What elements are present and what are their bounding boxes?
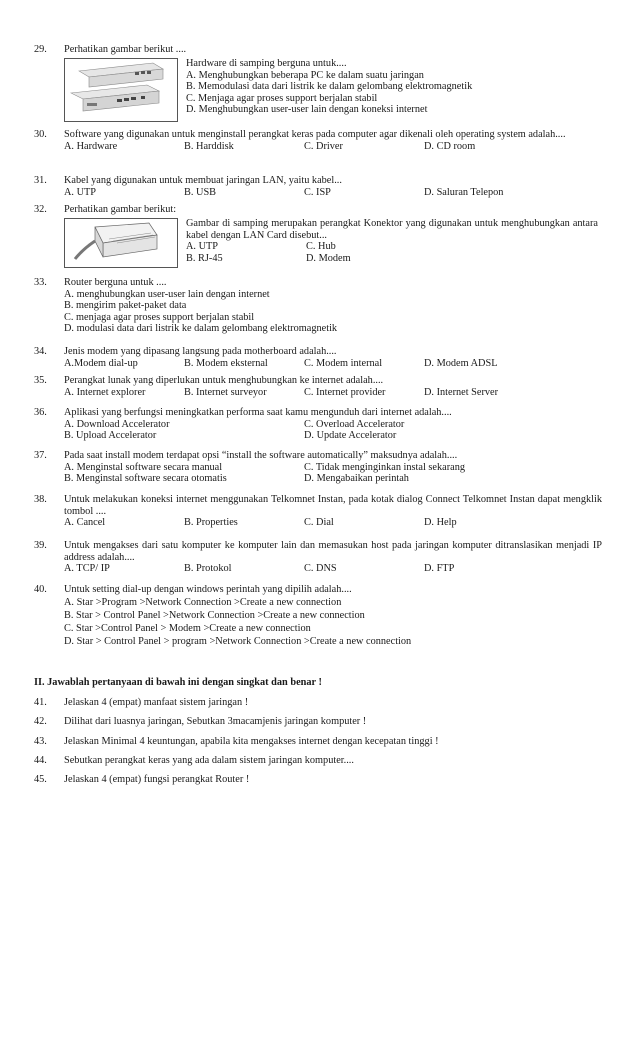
option-a: A. Internet explorer bbox=[64, 386, 146, 398]
question-number: 37. bbox=[34, 450, 47, 461]
option-d: D. Menghubungkan user-user lain dengan koneksi internet bbox=[186, 104, 428, 116]
question-text: Jelaskan Minimal 4 keuntungan, apabila kita mengakses internet dengan kecepatan tinggi ! bbox=[64, 736, 439, 747]
question-text: Jelaskan 4 (empat) fungsi perangkat Router ! bbox=[64, 774, 250, 785]
option-b: B. Memodulasi data dari listrik ke dalam gelombang elektromagnetik bbox=[186, 81, 473, 93]
question-stem: Untuk mengakses dari satu komputer ke komputer lain dan memasukan host pada jaringan komputer ditranslasikan menjadi IP address adalah.... bbox=[64, 540, 602, 563]
option-d: D. Star > Control Panel > program >Network Connection >Create a new connection bbox=[64, 635, 412, 647]
essay-question-41 bbox=[34, 697, 602, 709]
option-d: D. Update Accelerator bbox=[304, 430, 397, 442]
option-d: D. Saluran Telepon bbox=[424, 186, 504, 198]
question-30 bbox=[34, 129, 602, 152]
question-text: Jelaskan 4 (empat) manfaat sistem jaringan ! bbox=[64, 697, 249, 708]
option-c: C. menjaga agar proses support berjalan stabil bbox=[64, 311, 255, 323]
question-text: Sebutkan perangkat keras yang ada dalam sistem jaringan komputer.... bbox=[64, 755, 354, 766]
option-a: A. UTP bbox=[64, 186, 97, 198]
option-a: A. menghubungkan user-user lain dengan internet bbox=[64, 288, 270, 300]
option-c: C. Menjaga agar proses support berjalan stabil bbox=[186, 92, 378, 104]
option-b: B. mengirim paket-paket data bbox=[64, 300, 187, 312]
option-c: C. Driver bbox=[304, 140, 343, 152]
connector-icon bbox=[65, 219, 177, 267]
option-b: B. Harddisk bbox=[184, 140, 234, 152]
question-32 bbox=[34, 204, 602, 216]
question-number: 40. bbox=[34, 584, 47, 595]
question-number: 42. bbox=[34, 716, 47, 727]
question-29-side bbox=[186, 58, 606, 116]
question-stem: Jenis modem yang dipasang langsung pada motherboard adalah.... bbox=[64, 346, 337, 357]
question-stem: Kabel yang digunakan untuk membuat jaringan LAN, yaitu kabel... bbox=[64, 175, 342, 186]
option-a: A. Menginstal software secara manual bbox=[64, 461, 223, 473]
question-number: 38. bbox=[34, 494, 47, 505]
question-stem: Aplikasi yang berfungsi meningkatkan performa saat kamu mengunduh dari internet adalah.... bbox=[64, 407, 452, 418]
question-31 bbox=[34, 175, 602, 198]
question-number: 30. bbox=[34, 129, 47, 140]
option-c: C. Tidak menginginkan instal sekarang bbox=[304, 461, 466, 473]
option-a: A.Modem dial-up bbox=[64, 357, 138, 369]
option-b: B. Menginstal software secara otomatis bbox=[64, 473, 227, 485]
option-b: B. Modem eksternal bbox=[184, 357, 268, 369]
option-b: B. Properties bbox=[184, 517, 238, 529]
question-32-side bbox=[186, 218, 598, 264]
hub-icon bbox=[65, 59, 177, 121]
option-c: C. Overload Accelerator bbox=[304, 418, 405, 430]
question-number: 45. bbox=[34, 774, 47, 785]
rj45-connector-image bbox=[64, 218, 178, 268]
question-number: 43. bbox=[34, 736, 47, 747]
option-a: A. Star >Program >Network Connection >Create a new connection bbox=[64, 596, 342, 608]
essay-question-43 bbox=[34, 736, 602, 748]
option-d: D. Modem bbox=[306, 252, 351, 264]
question-number: 44. bbox=[34, 755, 47, 766]
option-b: B. RJ-45 bbox=[186, 252, 223, 264]
question-stem: Untuk setting dial-up dengan windows perintah yang dipilih adalah.... bbox=[64, 584, 352, 595]
option-c: C. Internet provider bbox=[304, 386, 386, 398]
question-number: 34. bbox=[34, 346, 47, 357]
option-c: C. Dial bbox=[304, 517, 334, 529]
option-a: A. TCP/ IP bbox=[64, 563, 110, 575]
question-number: 39. bbox=[34, 540, 47, 551]
essay-question-44 bbox=[34, 755, 602, 767]
figure-caption: Gambar di samping merupakan perangkat Konektor yang digunakan untuk menghubungkan antara kabel dengan LAN Card disebut... bbox=[186, 218, 598, 241]
question-37 bbox=[34, 450, 602, 485]
essay-question-45 bbox=[34, 774, 602, 786]
question-number: 32. bbox=[34, 204, 47, 215]
question-number: 41. bbox=[34, 697, 47, 708]
question-38 bbox=[34, 494, 602, 529]
option-d: D. modulasi data dari listrik ke dalam gelombang elektromagnetik bbox=[64, 323, 338, 335]
option-b: B. Upload Accelerator bbox=[64, 430, 157, 442]
option-a: A. Menghubungkan beberapa PC ke dalam suatu jaringan bbox=[186, 69, 424, 81]
option-b: B. Protokol bbox=[184, 563, 232, 575]
question-text: Dilihat dari luasnya jaringan, Sebutkan 3macamjenis jaringan komputer ! bbox=[64, 716, 367, 727]
question-number: 36. bbox=[34, 407, 47, 418]
option-c: C. ISP bbox=[304, 186, 331, 198]
question-29 bbox=[34, 44, 602, 56]
question-stem: Untuk melakukan koneksi internet menggunakan Telkomnet Instan, pada kotak dialog Connect Telkomnet Instan dapat mengklik tombol .... bbox=[64, 494, 602, 517]
question-stem: Pada saat install modem terdapat opsi “install the software automatically” maksudnya adalah.... bbox=[64, 450, 458, 461]
question-stem: Perhatikan gambar berikut: bbox=[64, 204, 177, 215]
option-d: D. Modem ADSL bbox=[424, 357, 498, 369]
option-d: D. Internet Server bbox=[424, 386, 499, 398]
question-35 bbox=[34, 375, 602, 398]
question-stem: Router berguna untuk .... bbox=[64, 277, 167, 288]
option-c: C. DNS bbox=[304, 563, 337, 575]
option-a: A. UTP bbox=[186, 241, 219, 253]
option-b: B. Star > Control Panel >Network Connection >Create a new connection bbox=[64, 609, 365, 621]
question-number: 33. bbox=[34, 277, 47, 288]
question-36 bbox=[34, 407, 602, 442]
option-c: C. Star >Control Panel > Modem >Create a new connection bbox=[64, 622, 311, 634]
question-40 bbox=[34, 584, 602, 647]
question-number: 31. bbox=[34, 175, 47, 186]
option-c: C. Hub bbox=[306, 241, 336, 253]
option-b: B. Internet surveyor bbox=[184, 386, 267, 398]
question-34 bbox=[34, 346, 602, 369]
option-c: C. Modem internal bbox=[304, 357, 383, 369]
option-a: A. Hardware bbox=[64, 140, 118, 152]
option-a: A. Cancel bbox=[64, 517, 106, 529]
section-heading: II. Jawablah pertanyaan di bawah ini dengan singkat dan benar ! bbox=[34, 677, 322, 688]
question-number: 35. bbox=[34, 375, 47, 386]
network-hub-image bbox=[64, 58, 178, 122]
question-number: 29. bbox=[34, 44, 47, 55]
essay-question-42 bbox=[34, 716, 602, 728]
question-stem: Perangkat lunak yang diperlukan untuk menghubungkan ke internet adalah.... bbox=[64, 375, 384, 386]
option-a: A. Download Accelerator bbox=[64, 418, 170, 430]
figure-caption: Hardware di samping berguna untuk.... bbox=[186, 58, 347, 69]
question-stem: Perhatikan gambar berikut .... bbox=[64, 44, 187, 55]
question-33 bbox=[34, 277, 602, 335]
question-39 bbox=[34, 540, 602, 575]
option-b: B. USB bbox=[184, 186, 217, 198]
question-stem: Software yang digunakan untuk menginstall perangkat keras pada computer agar dikenali oleh operating system adalah.... bbox=[64, 129, 566, 140]
option-d: D. CD room bbox=[424, 140, 476, 152]
option-d: D. FTP bbox=[424, 563, 455, 575]
option-d: D. Mengabaikan perintah bbox=[304, 473, 409, 485]
option-d: D. Help bbox=[424, 517, 457, 529]
